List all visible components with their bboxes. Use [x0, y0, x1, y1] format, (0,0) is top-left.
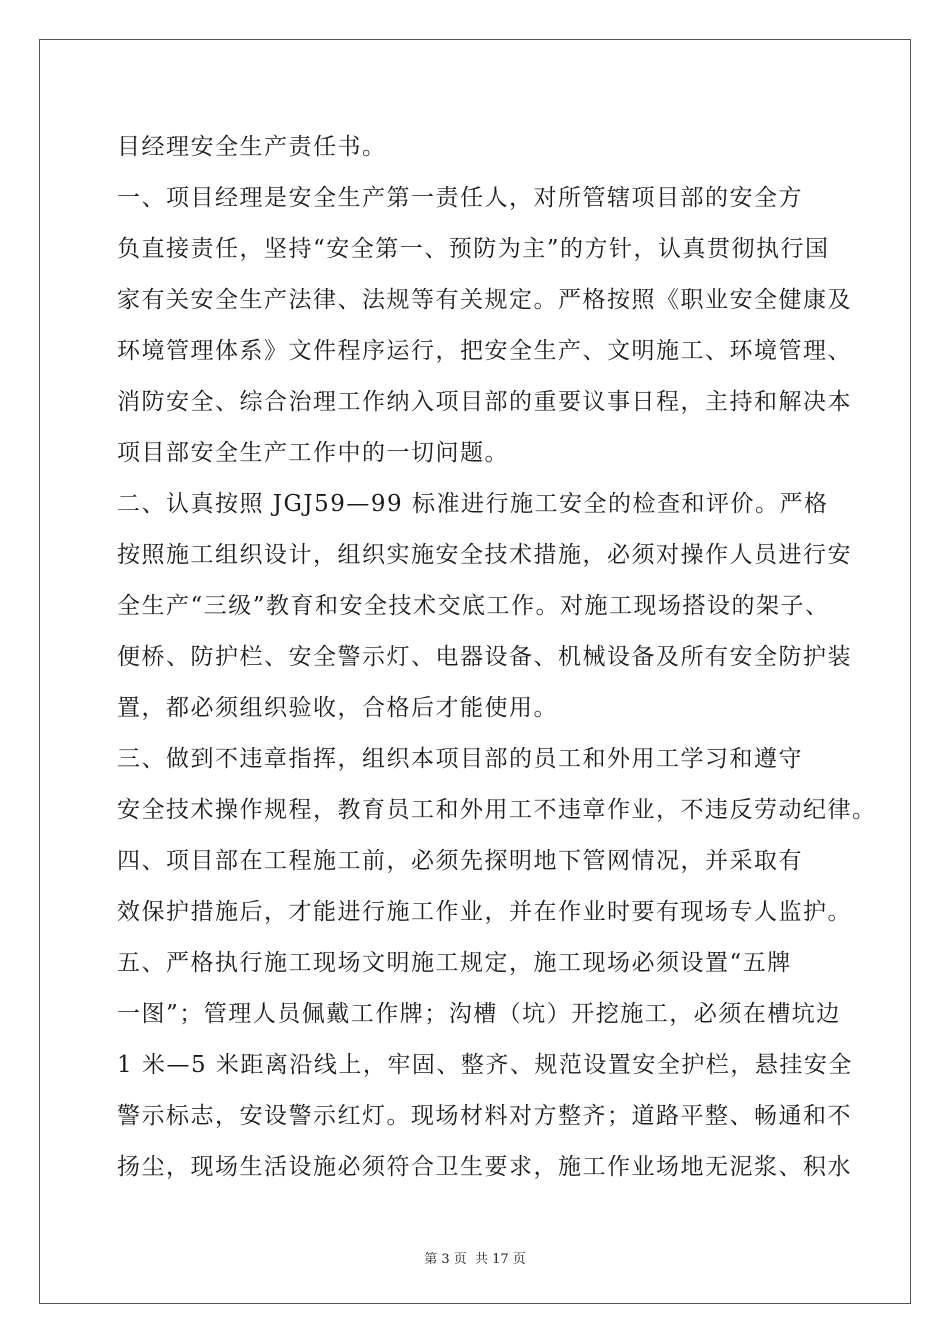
text-line: 环境管理体系》文件程序运行，把安全生产、文明施工、环境管理、 — [117, 338, 852, 364]
text-line: 负直接责任，坚持“安全第一、预防为主”的方针，认真贯彻执行国 — [117, 236, 830, 262]
page-number: 第 3 页 — [424, 1252, 467, 1267]
text-line: 1 米—5 米距离沿线上，牢固、整齐、规范设置安全护栏，悬挂安全 — [117, 1052, 853, 1078]
text-line: 安全技术操作规程，教育员工和外用工不违章作业，不违反劳动纪律。 — [117, 797, 877, 823]
page-footer — [0, 1248, 950, 1267]
text-line: 四、项目部在工程施工前，必须先探明地下管网情况，并采取有 — [117, 848, 803, 874]
text-line: 全生产“三级”教育和安全技术交底工作。对施工现场搭设的架子、 — [117, 593, 830, 619]
text-line: 五、严格执行施工现场文明施工规定，施工现场必须设置“五牌 — [117, 950, 792, 976]
text-line: 二、认真按照 JGJ59—99 标准进行施工安全的检查和评价。严格 — [117, 491, 829, 517]
text-line: 一、项目经理是安全生产第一责任人，对所管辖项目部的安全方 — [117, 185, 803, 211]
text-line: 消防安全、综合治理工作纳入项目部的重要议事日程，主持和解决本 — [117, 389, 852, 415]
text-line: 按照施工组织设计，组织实施安全技术措施，必须对操作人员进行安 — [117, 542, 852, 568]
text-line: 目经理安全生产责任书。 — [117, 134, 387, 160]
text-line: 便桥、防护栏、安全警示灯、电器设备、机械设备及所有安全防护装 — [117, 644, 852, 670]
text-line: 家有关安全生产法律、法规等有关规定。严格按照《职业安全健康及 — [117, 287, 852, 313]
text-line: 三、做到不违章指挥，组织本项目部的员工和外用工学习和遵守 — [117, 746, 803, 772]
text-line: 项目部安全生产工作中的一切问题。 — [117, 440, 509, 466]
text-line: 一图”；管理人员佩戴工作牌；沟槽（坑）开挖施工，必须在槽坑边 — [117, 1001, 841, 1027]
text-line: 警示标志，安设警示红灯。现场材料对方整齐；道路平整、畅通和不 — [117, 1103, 852, 1129]
text-line: 置，都必须组织验收，合格后才能使用。 — [117, 695, 558, 721]
total-pages: 共 17 页 — [474, 1252, 526, 1267]
text-line: 扬尘，现场生活设施必须符合卫生要求，施工作业场地无泥浆、积水 — [117, 1154, 852, 1180]
text-line: 效保护措施后，才能进行施工作业，并在作业时要有现场专人监护。 — [117, 899, 852, 925]
